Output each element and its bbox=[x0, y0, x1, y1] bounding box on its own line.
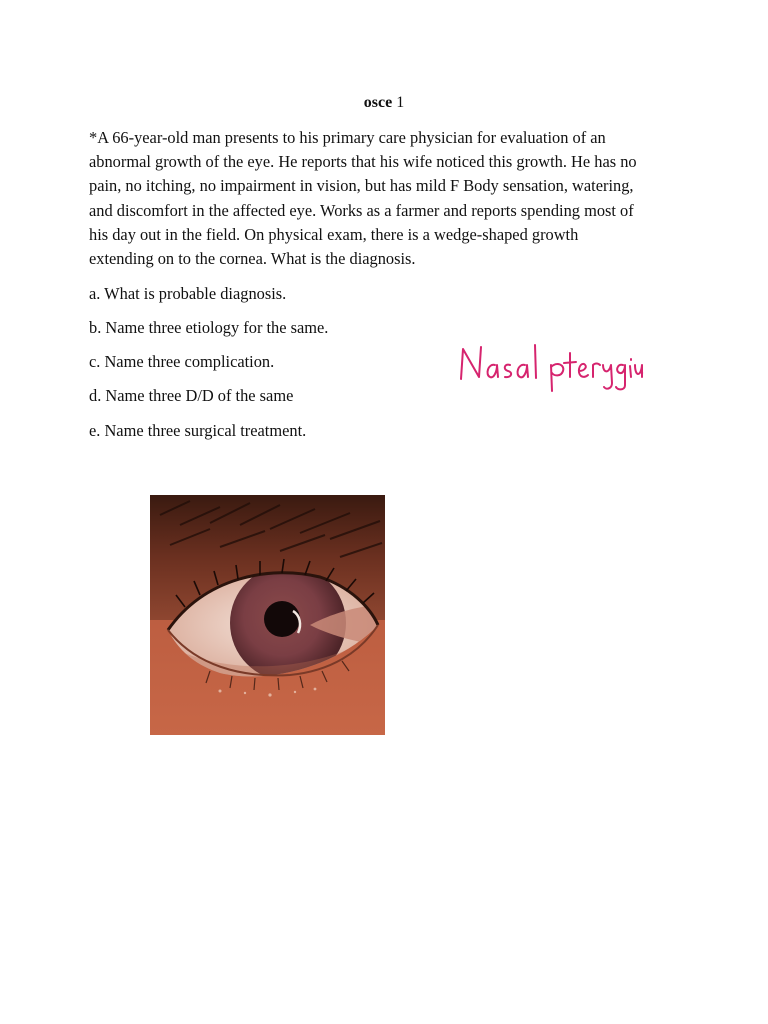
question-d: d. Name three D/D of the same bbox=[89, 386, 294, 405]
eye-photograph bbox=[150, 495, 385, 735]
case-stem-line: and discomfort in the affected eye. Works as a farmer and reports spending most of bbox=[89, 200, 634, 220]
handwritten-annotation bbox=[455, 335, 645, 399]
question-c: c. Name three complication. bbox=[89, 352, 275, 371]
question-a: a. What is probable diagnosis. bbox=[89, 284, 287, 303]
case-stem-line: extending on to the cornea. What is the diagnosis. bbox=[89, 249, 416, 269]
title-label: osce bbox=[363, 94, 393, 111]
case-stem-line: pain, no itching, no impairment in vision, but has mild F Body sensation, watering, bbox=[89, 176, 634, 196]
eye-photograph-drawing bbox=[150, 495, 385, 735]
case-stem bbox=[89, 126, 701, 271]
question-e: e. Name three surgical treatment. bbox=[89, 421, 307, 440]
case-stem-line: *A 66-year-old man presents to his primary care physician for evaluation of an bbox=[89, 128, 606, 147]
question-b: b. Name three etiology for the same. bbox=[89, 318, 329, 337]
handwritten-annotation-drawing bbox=[455, 335, 645, 399]
case-stem-line: abnormal growth of the eye. He reports that his wife noticed this growth. He has no bbox=[89, 152, 637, 172]
page-title bbox=[0, 94, 768, 112]
case-stem-line: his day out in the field. On physical exam, there is a wedge-shaped growth bbox=[89, 224, 579, 244]
title-number: 1 bbox=[396, 94, 405, 111]
